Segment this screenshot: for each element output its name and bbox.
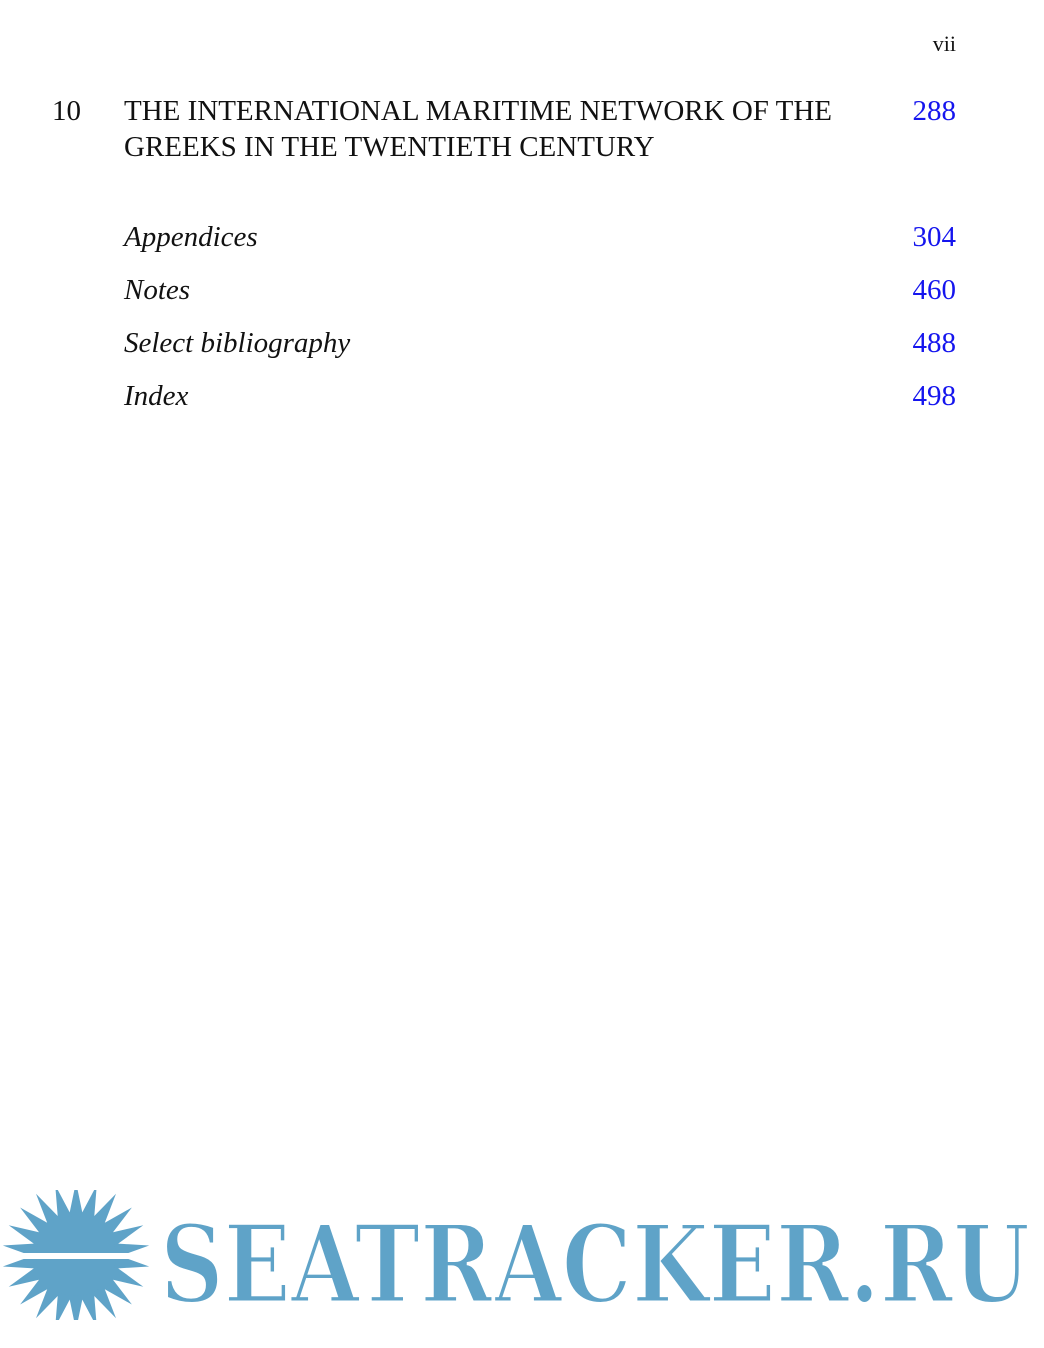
toc-entry-title: Index (124, 380, 189, 412)
toc-page-link[interactable]: 498 (912, 380, 956, 412)
toc-entry (124, 379, 956, 432)
toc-entry-title: Appendices (124, 221, 258, 253)
toc-page-link[interactable]: 488 (912, 327, 956, 359)
chapter-number: 10 (52, 95, 81, 127)
watermark-logo (0, 1190, 1044, 1320)
chapter-title-line: GREEKS IN THE TWENTIETH CENTURY (124, 131, 655, 163)
sun-icon (0, 1190, 152, 1320)
toc-entry-title: Select bibliography (124, 327, 351, 359)
back-matter-list (124, 220, 956, 432)
toc-page-link[interactable]: 304 (912, 221, 956, 253)
toc-page-link[interactable]: 460 (912, 274, 956, 306)
toc-entry (124, 220, 956, 273)
watermark-text: SEATRACKER.RU (160, 1202, 1030, 1320)
toc-entry-title: Notes (124, 274, 191, 306)
toc-entry (124, 273, 956, 326)
page-folio: vii (932, 31, 956, 56)
toc-entry (124, 326, 956, 379)
chapter-title-line: THE INTERNATIONAL MARITIME NETWORK OF THE (124, 95, 832, 127)
chapter-title (124, 93, 864, 165)
chapter-page-link[interactable]: 288 (912, 95, 956, 127)
